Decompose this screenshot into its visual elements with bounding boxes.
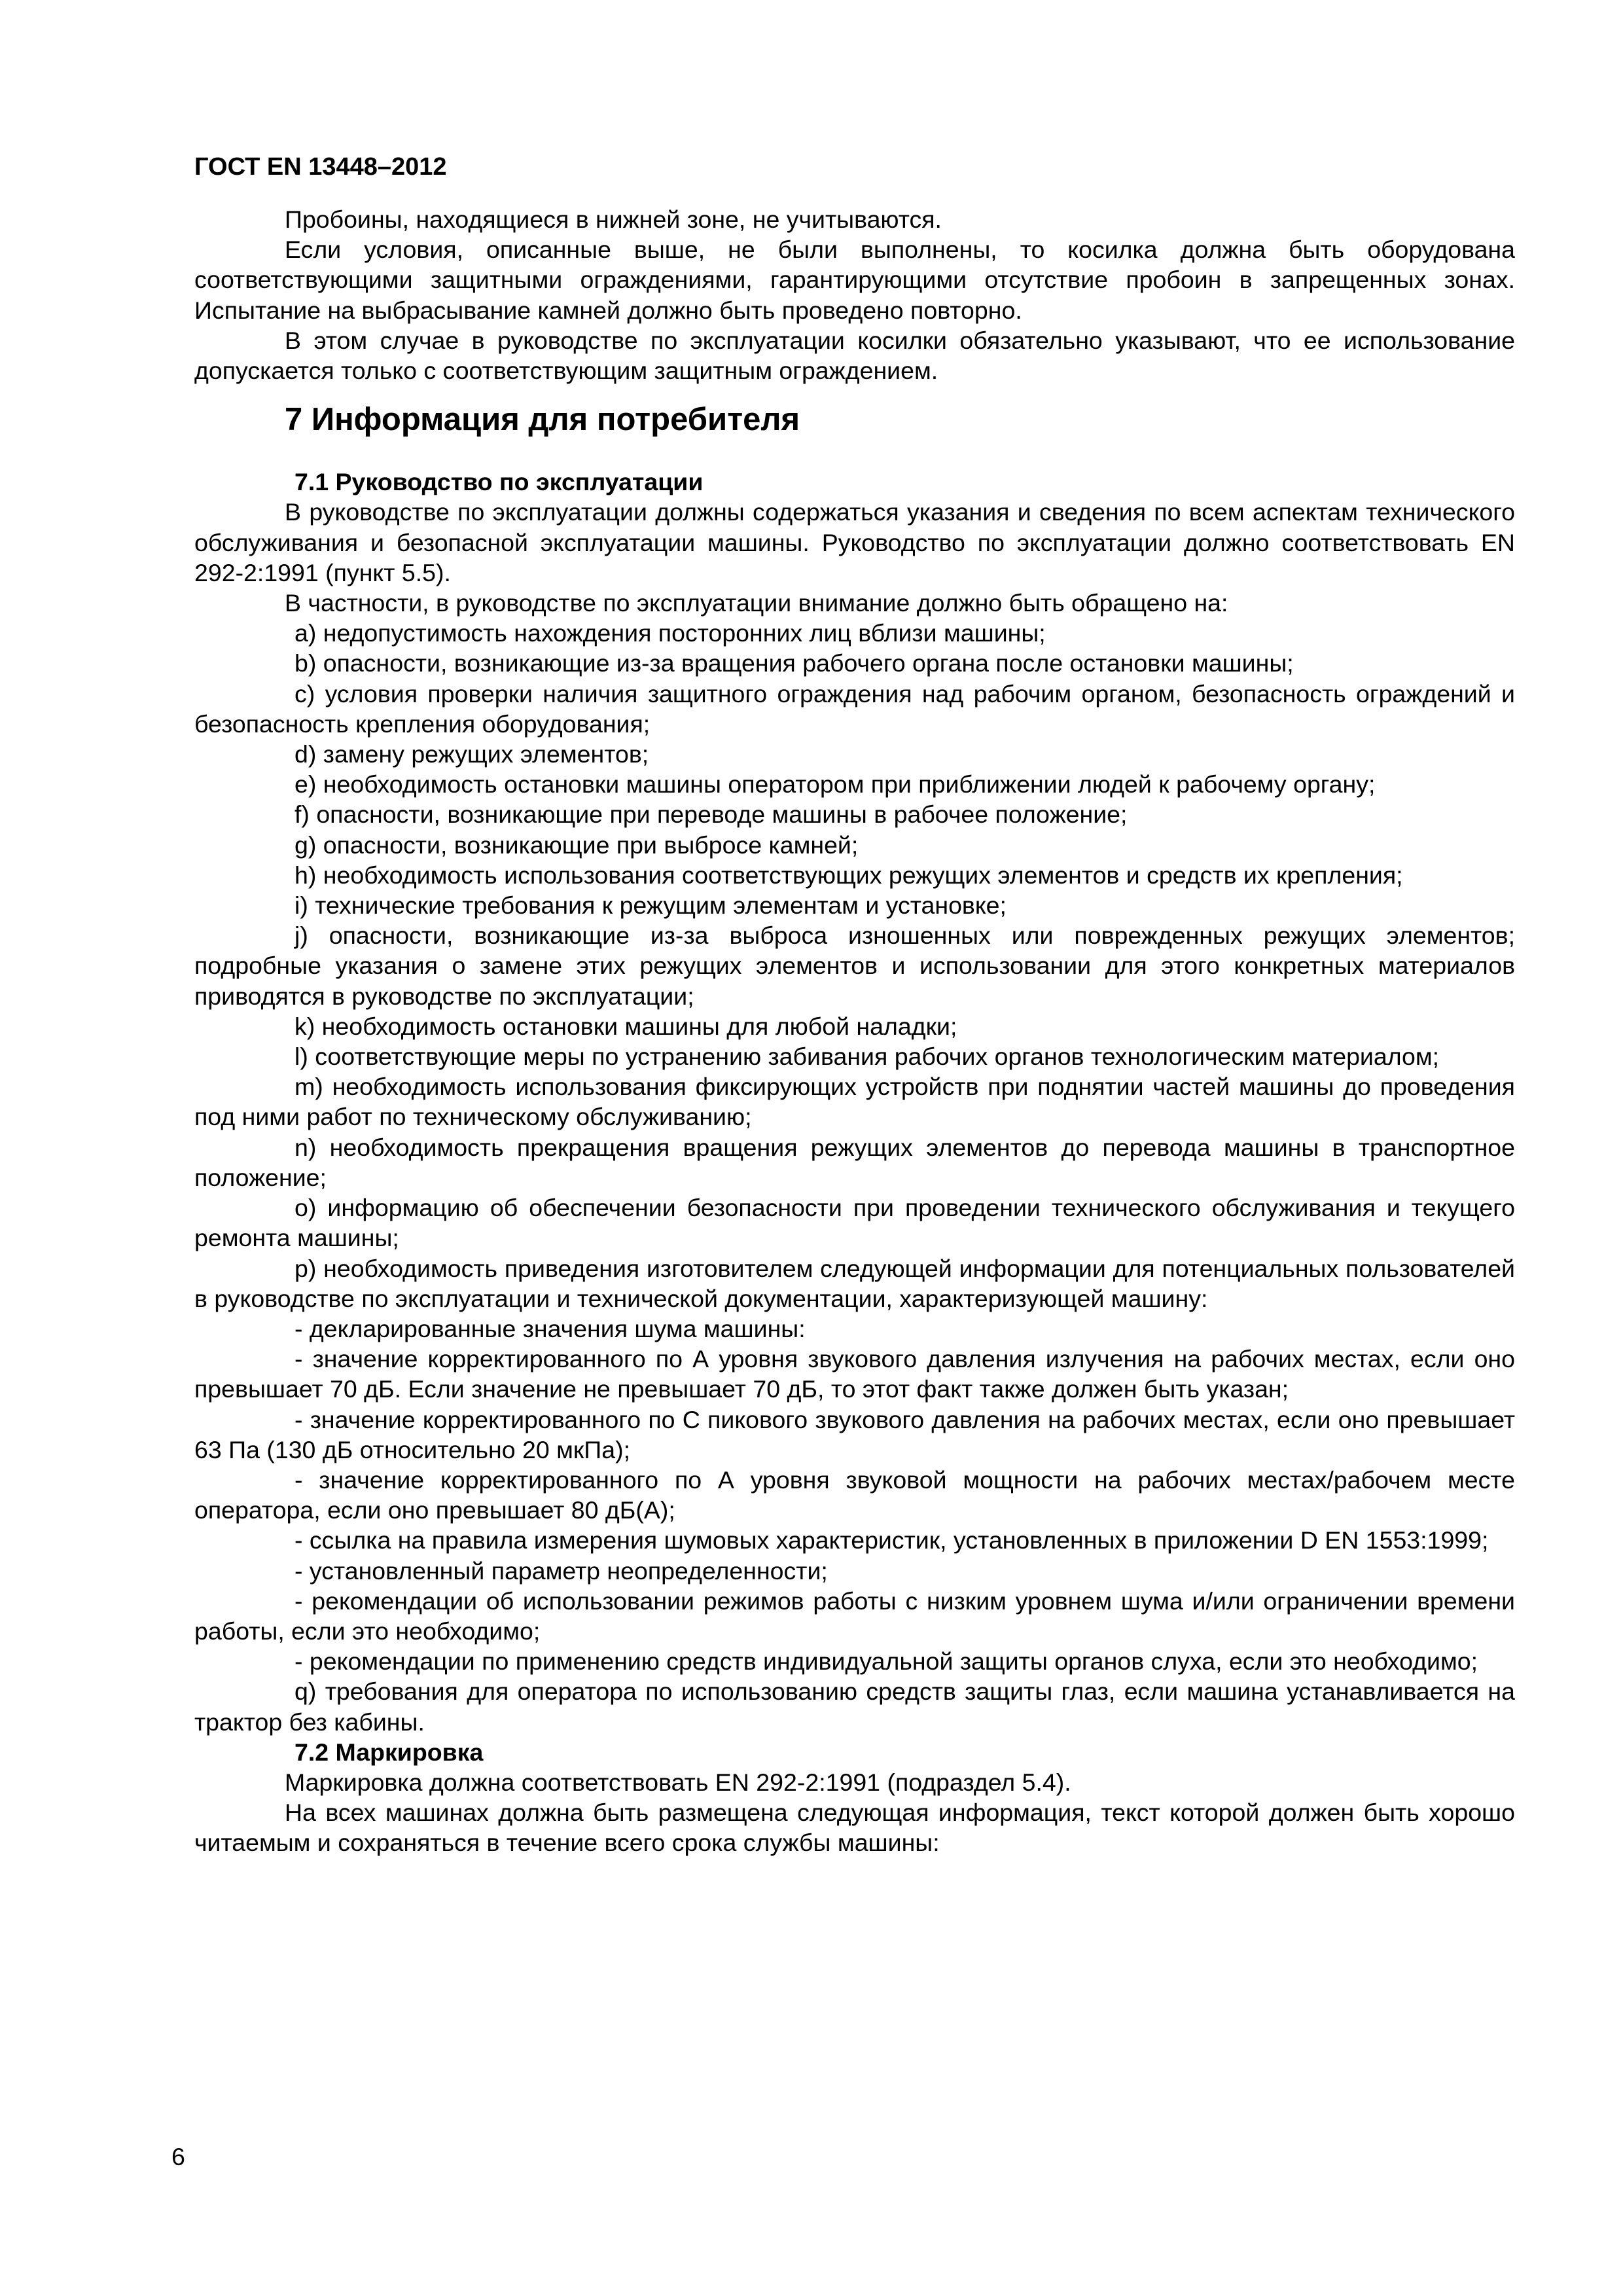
noise-list-item: - декларированные значения шума машины: [294,1314,806,1342]
subsection-heading: 7.2 Маркировка [294,1738,484,1766]
noise-list-item: - установленный параметр неопределенности; [294,1556,828,1585]
noise-list-item: - значение корректированного по А уровня звуковой мощности на рабочих местах/рабочем месте оператора, если оно превышает 80 дБ(А); [194,1465,1515,1524]
list-item: h) необходимость использования соответствующих режущих элементов и средств их крепления; [294,861,1403,889]
page-content [194,152,1515,1858]
noise-list-item: - рекомендации по применению средств индивидуальной защиты органов слуха, если это необходимо; [294,1647,1478,1676]
list-item: e) необходимость остановки машины оператором при приближении людей к рабочему органу; [294,770,1376,798]
list-item: c) условия проверки наличия защитного ограждения над рабочим органом, безопасность ограждений и безопасность крепления оборудования; [194,679,1515,738]
noise-list-item: - ссылка на правила измерения шумовых характеристик, установленных в приложении D EN 1553:1999; [294,1526,1489,1554]
intro-paragraph: Пробоины, находящиеся в нижней зоне, не учитываются. [285,206,942,233]
list-item: j) опасности, возникающие из-за выброса изношенных или поврежденных режущих элементов; подробные указания о замене этих режущих элементов и использовании для этого конкретных материалов приводятся в руководстве по эксплуатации; [194,922,1515,1010]
paragraph: В частности, в руководстве по эксплуатации внимание должно быть обращено на: [285,589,1228,617]
paragraph: На всех машинах должна быть размещена следующая информация, текст которой должен быть хорошо читаемым и сохраняться в течение всего срока службы машины: [194,1799,1515,1857]
requirements-list [194,618,1515,1314]
list-item: p) необходимость приведения изготовителем следующей информации для потенциальных пользователей в руководстве по эксплуатации и технической документации, характеризующей машину: [194,1254,1515,1312]
list-item: g) опасности, возникающие при выбросе камней; [294,831,859,859]
list-item: k) необходимость остановки машины для любой наладки; [294,1012,957,1040]
list-item: d) замену режущих элементов; [294,740,649,768]
list-item: m) необходимость использования фиксирующих устройств при поднятии частей машины до проведения под ними работ по техническому обслуживанию; [194,1073,1515,1131]
list-item: b) опасности, возникающие из-за вращения рабочего органа после остановки машины; [294,649,1294,677]
list-item: i) технические требования к режущим элементам и установке; [294,891,1007,920]
standard-header: ГОСТ EN 13448–2012 [194,153,447,181]
noise-list-item: - значение корректированного по С пикового звукового давления на рабочих местах, если оно превышает 63 Па (130 дБ относительно 20 мкПа); [194,1405,1515,1463]
intro-paragraph: В этом случае в руководстве по эксплуатации косилки обязательно указывают, что ее использование допускается только с соответствующим защитным ограждением. [194,326,1515,385]
noise-info-list [194,1314,1515,1676]
noise-list-item: - значение корректированного по А уровня звукового давления излучения на рабочих местах, если оно превышает 70 дБ. Если значение не превышает 70 дБ, то этот факт также должен быть указан; [194,1345,1515,1403]
list-item: o) информацию об обеспечении безопасности при проведении технического обслуживания и текущего ремонта машины; [194,1194,1515,1252]
subsection-heading: 7.1 Руководство по эксплуатации [294,468,704,496]
page-number: 6 [171,2143,185,2170]
section-heading: 7 Информация для потребителя [285,402,800,438]
list-item: n) необходимость прекращения вращения режущих элементов до перевода машины в транспортное положение; [194,1133,1515,1191]
list-item: l) соответствующие меры по устранению забивания рабочих органов технологическим материалом; [294,1043,1440,1071]
paragraph: В руководстве по эксплуатации должны содержаться указания и сведения по всем аспектам технического обслуживания и безопасной эксплуатации машины. Руководство по эксплуатации должно соответствовать EN 292-2:1991 (пункт 5.5). [194,498,1515,586]
list-item: a) недопустимость нахождения посторонних лиц вблизи машины; [294,619,1046,647]
intro-paragraph: Если условия, описанные выше, не были выполнены, то косилка должна быть оборудована соответствующими защитными ограждениями, гарантирующими отсутствие пробоин в запрещенных зонах. Испытание на выбрасывание камней должно быть проведено повторно. [194,236,1515,324]
noise-list-item: - рекомендации об использовании режимов работы с низким уровнем шума и/или ограничении времени работы, если это необходимо; [194,1587,1515,1645]
paragraph: Маркировка должна соответствовать EN 292-2:1991 (подраздел 5.4). [285,1768,1071,1796]
list-item: f) опасности, возникающие при переводе машины в рабочее положение; [294,800,1128,829]
list-item: q) требования для оператора по использованию средств защиты глаз, если машина устанавливается на трактор без кабины. [194,1677,1515,1736]
